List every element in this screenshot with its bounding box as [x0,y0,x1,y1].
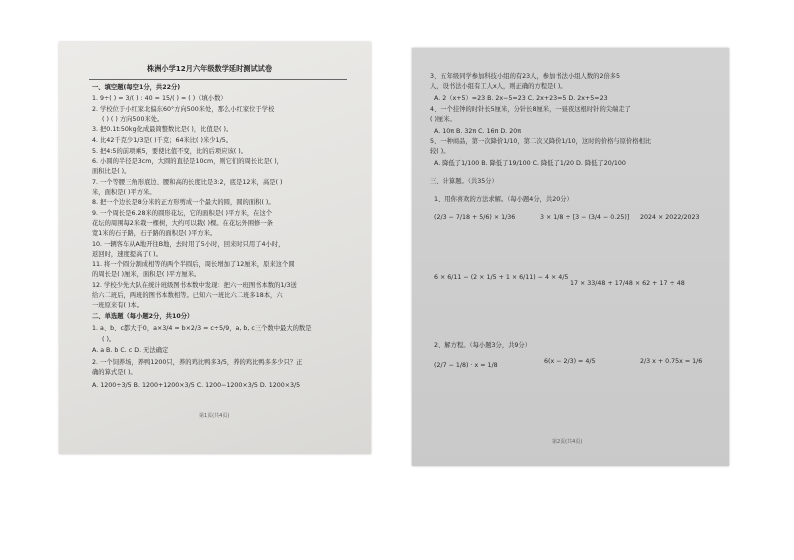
question-text: 4、一个挂钟的时针长5厘米，分针长8厘米，一昼夜这根时针的尖端走了 [430,106,631,113]
question-text: 9. 一个周长是6.28米的圆形花坛，它的面积是( )平方米，在这个 [92,210,273,217]
calc-problem: 2024 × 2022/2023 [640,214,700,221]
question-text: 5、一种商品，第一次降价1/10，第二次又降价1/10，这时的价格与原价格相比 [430,138,652,145]
subsection-heading: 1、用你喜欢的方法求解。（每小题4分，共20分） [434,196,573,203]
question-text: 花坛的周围每2米栽一棵树，大约可以栽( )棵。在花坛外围修一条 [92,220,273,227]
exam-page-2 [412,48,729,466]
exam-page-1 [59,42,371,454]
question-text: 3、五年级同学参加科技小组的有23人，参加书法小组人数的2倍多5 [430,73,621,80]
question-text: 5. 把4:5的前项乘5，要使比值不变，比的后项应该( )。 [92,148,248,155]
section-heading: 三、计算题。（共35分） [430,178,498,185]
question-text: 11. 将一个圆分割成相等的两个半圆后，周长增加了12厘米，原来这个圆 [92,261,295,268]
question-text: 6. 小圆的半径是3cm，大圆的直径是10cm，则它们的周长比是( )， [92,158,283,165]
calc-problem: (2/3 − 7/18 + 5/6) × 1/36 [434,214,516,221]
question-text: 7. 一个等腰三角形底边、腰和高的长度比是3:2，底是12米，高是( ) [92,179,283,186]
calc-problem: 6 × 6/11 − (2 × 1/5 + 1 × 6/11) − 4 × 4/5 [434,274,569,281]
question-text: 的周长是( )厘米，面积是( )平方厘米。 [92,271,201,278]
answer-options: A. 2（x+5）=23 B. 2x−5=23 C. 2x+23=5 D. 2x+5=23 [434,95,608,102]
question-text: 人，设书法小组有工人x人，则正确的方程是( )。 [430,83,567,90]
question-text: 一班原来有( )本。 [92,302,143,309]
answer-options: A. 10π B. 32π C. 16π D. 20π [434,128,521,135]
question-text: 10. 一辆客车从A地开往B地，去时用了5小时，回来时只用了4小时， [92,241,285,248]
calc-problem: 17 × 33/48 + 17/48 × 62 + 17 ÷ 48 [570,280,685,287]
question-text: 12. 学校少先大队在统计班级图书本数中发现：把六一班图书本数的1/3送 [92,282,297,289]
question-text: 米，面积是( )平方米。 [92,189,156,196]
question-text: 4. 比42千克少1/3是( )千克；64米比( )米少1/5。 [92,137,232,144]
subsection-heading: 2、解方程。（每小题3分，共9分） [434,342,532,349]
section-heading: 二、单选题（每小题2分，共10分） [92,313,194,320]
section-heading: 一、填空题(每空1分，共22分) [92,84,181,91]
question-text: 较( )。 [430,148,450,155]
exam-title: 株洲小学12月六年级数学延时测试试卷 [147,64,273,73]
question-text: 1. 9÷( ) = 3/( ) : 40 = 15/( ) = ( )（填小数） [92,95,227,102]
question-text: 面积比是( )。 [92,168,131,175]
equation: 6(x − 2/3) = 4/5 [544,358,596,365]
equation: 2/3 x + 0.75x = 1/6 [640,358,703,365]
question-text: ( ) ( ) 方向500米处。 [102,116,164,123]
question-text: ( )。 [102,336,116,343]
question-text: 8. 把一个边长是8分米的正方形剪成一个最大的圆，圆的面积( )。 [92,199,275,206]
question-text: 给六二班后，两班的图书本数相等。已知六一班比六二班多18本，六 [92,292,283,299]
answer-options: A. 降低了1/100 B. 降低了19/100 C. 降低了1/20 D. 降低了20/100 [434,160,626,167]
question-text: 返回时，速度提高了( )。 [92,251,162,258]
page-footer: 第2页(共4页) [552,439,583,445]
question-text: 宽1米的石子路，石子路的面积是( )平方米。 [92,230,217,237]
calc-problem: 3 × 1/8 ÷ [3 − (3/4 − 0.25)] [540,214,630,221]
question-text: 2. 学校位于小红家北偏东60°方向500米处，那么小红家位于学校 [92,106,275,113]
answer-options: A. a B. b C. c D. 无法确定 [92,347,169,354]
page-footer: 第1页(共4页) [199,413,230,419]
divider [89,79,347,80]
answer-options: A. 1200÷3/5 B. 1200+1200×3/5 C. 1200−1200×3/5 D. 1200×3/5 [92,382,301,389]
equation: (2/7 − 1/8) · x = 1/8 [434,362,498,369]
question-text: 1. a、b、c都大于0，a×3/4 = b×2/3 = c÷5/9，a, b, c三个数中最大的数是 [92,325,312,332]
question-text: 2. 一个饲养场，养鸭1200只，养的鸡比鸭多3/5，养的鸡比鸭多多少只？正 [92,359,303,366]
question-text: 确的算式是( )。 [92,369,137,376]
question-text: ( )厘米。 [430,116,456,123]
question-text: 3. 把0.1t:50kg化成最简整数比是( )，比值是( )。 [92,126,233,133]
